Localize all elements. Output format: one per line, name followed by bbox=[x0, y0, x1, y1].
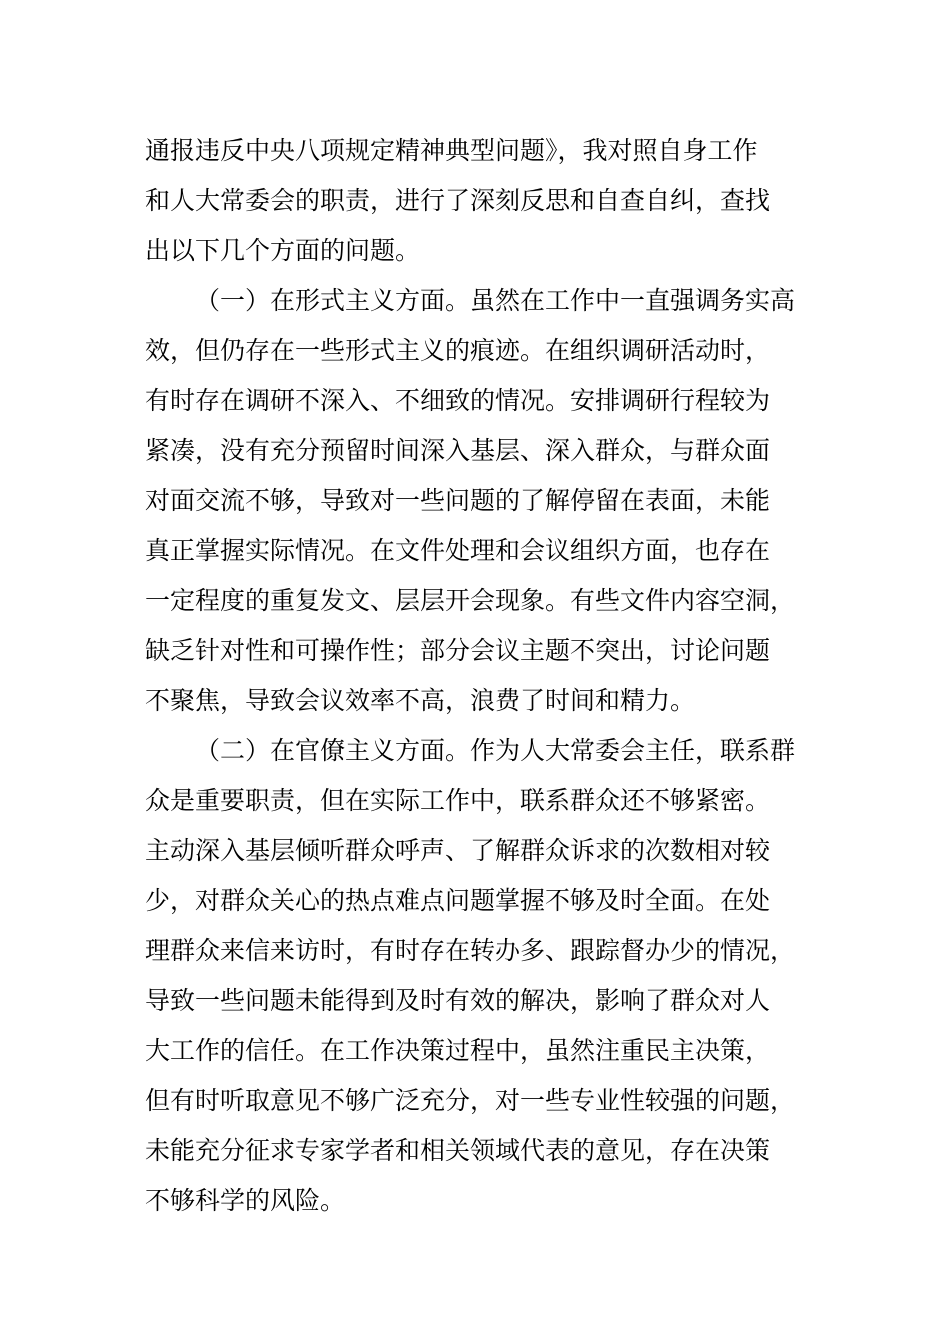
text-line: 少，对群众关心的热点难点问题掌握不够及时全面。在处 bbox=[145, 886, 771, 915]
text-line: 缺乏针对性和可操作性；部分会议主题不突出，讨论问题 bbox=[145, 636, 771, 665]
section-heading-line: （二）在官僚主义方面。作为人大常委会主任，联系群 bbox=[195, 736, 796, 765]
text-line: 导致一些问题未能得到及时有效的解决，影响了群众对人 bbox=[145, 986, 771, 1015]
text-line: 通报违反中央八项规定精神典型问题》，我对照自身工作 bbox=[145, 136, 758, 165]
text-line: 真正掌握实际情况。在文件处理和会议组织方面，也存在 bbox=[145, 536, 771, 565]
section-heading-line: （一）在形式主义方面。虽然在工作中一直强调务实高 bbox=[195, 286, 796, 315]
text-line: 未能充分征求专家学者和相关领域代表的意见，存在决策 bbox=[145, 1136, 771, 1165]
text-line: 一定程度的重复发文、层层开会现象。有些文件内容空洞， bbox=[145, 586, 796, 615]
text-line: 众是重要职责，但在实际工作中，联系群众还不够紧密。 bbox=[145, 786, 771, 815]
text-line: 和人大常委会的职责，进行了深刻反思和自查自纠，查找 bbox=[145, 186, 771, 215]
text-line: 有时存在调研不深入、不细致的情况。安排调研行程较为 bbox=[145, 386, 771, 415]
text-line: 效，但仍存在一些形式主义的痕迹。在组织调研活动时， bbox=[145, 336, 771, 365]
text-line: 不够科学的风险。 bbox=[145, 1186, 346, 1215]
text-line: 主动深入基层倾听群众呼声、了解群众诉求的次数相对较 bbox=[145, 836, 771, 865]
text-line: 不聚焦，导致会议效率不高，浪费了时间和精力。 bbox=[145, 686, 696, 715]
document-body bbox=[145, 126, 825, 1226]
text-line: 出以下几个方面的问题。 bbox=[145, 236, 421, 265]
text-line: 大工作的信任。在工作决策过程中，虽然注重民主决策， bbox=[145, 1036, 771, 1065]
text-line: 对面交流不够，导致对一些问题的了解停留在表面，未能 bbox=[145, 486, 771, 515]
text-line: 紧凑，没有充分预留时间深入基层、深入群众，与群众面 bbox=[145, 436, 771, 465]
text-line: 但有时听取意见不够广泛充分，对一些专业性较强的问题， bbox=[145, 1086, 796, 1115]
text-line: 理群众来信来访时，有时存在转办多、跟踪督办少的情况， bbox=[145, 936, 796, 965]
